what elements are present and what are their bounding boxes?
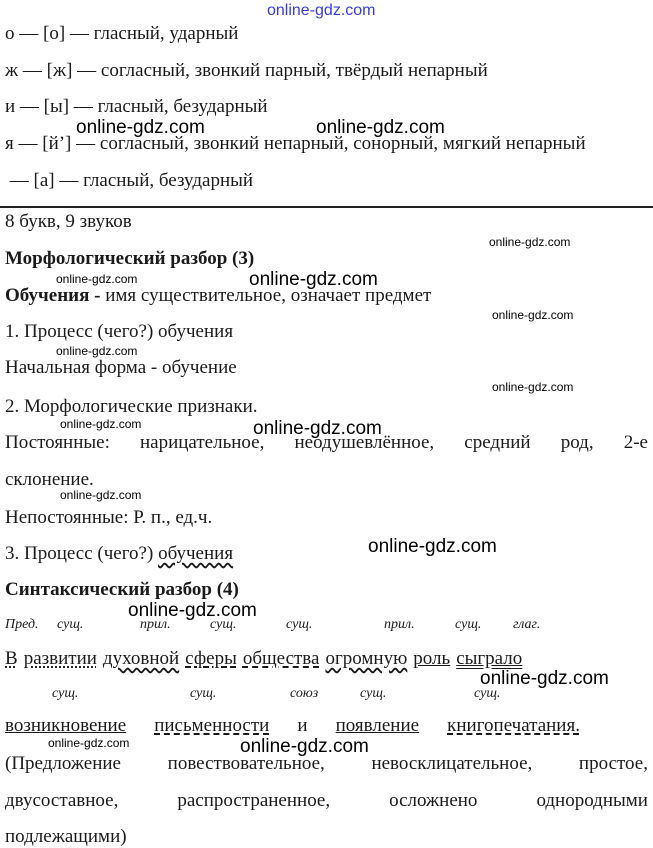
morph-line-6-word: обучения — [158, 543, 234, 564]
morph-word-desc: имя существительное, означает предмет — [100, 285, 432, 306]
watermark: online-gdz.com — [56, 272, 138, 286]
synt-heading: Синтаксический разбор (4) — [5, 579, 239, 600]
watermark: online-gdz.com — [492, 308, 574, 322]
pos-label: сущ. — [52, 686, 79, 701]
watermark: online-gdz.com — [48, 736, 130, 750]
conclusion-line-3: подлежащими) — [5, 826, 127, 847]
morph-line-3: 2. Морфологические признаки. — [5, 396, 258, 417]
watermark: online-gdz.com — [368, 536, 497, 557]
pos-label: сущ. — [360, 686, 387, 701]
sentence-line-1: В развитии духовной сферы общества огромную роль сыграло — [5, 648, 523, 669]
pos-label: союз — [290, 686, 319, 701]
morph-heading: Морфологический разбор (3) — [5, 248, 255, 269]
phonetic-line: ж — [ж] — согласный, звонкий парный, твёрдый непарный — [5, 60, 488, 81]
watermark: online-gdz.com — [60, 417, 142, 431]
phonetic-line: о — [о] — гласный, ударный — [5, 23, 239, 44]
watermark: online-gdz.com — [267, 2, 376, 19]
watermark: online-gdz.com — [492, 380, 574, 394]
watermark: online-gdz.com — [76, 117, 205, 138]
divider — [0, 206, 653, 208]
watermark: online-gdz.com — [316, 117, 445, 138]
watermark: online-gdz.com — [240, 736, 369, 757]
morph-line-2: Начальная форма - обучение — [5, 357, 237, 378]
pos-label: сущ. — [455, 617, 482, 632]
pos-label: глаг. — [513, 617, 541, 632]
morph-permanent-end: склонение. — [5, 469, 94, 490]
sentence-line-2: возникновение письменности и появление книгопечатания. — [5, 715, 580, 736]
pos-label: сущ. — [190, 686, 217, 701]
pos-label: прил. — [140, 617, 171, 632]
phonetic-line: и — [ы] — гласный, безударный — [5, 96, 268, 117]
morph-line-1: 1. Процесс (чего?) обучения — [5, 321, 234, 342]
watermark: online-gdz.com — [253, 418, 382, 439]
pos-label: сущ. — [286, 617, 313, 632]
pos-label: сущ. — [210, 617, 237, 632]
morph-word-line — [5, 285, 431, 307]
conclusion-line-2: двусоставное, распространенное, осложнено однородными — [5, 790, 648, 811]
pos-label: сущ. — [57, 617, 84, 632]
pos-label: сущ. — [474, 686, 501, 701]
morph-nonpermanent: Непостоянные: Р. п., ед.ч. — [5, 507, 213, 528]
morph-permanent: Постоянные: нарицательное, неодушевлённое, средний род, 2-е — [5, 432, 648, 453]
watermark: online-gdz.com — [128, 600, 257, 621]
watermark: online-gdz.com — [249, 269, 378, 290]
watermark: online-gdz.com — [489, 235, 571, 249]
watermark: online-gdz.com — [56, 344, 138, 358]
pos-label: Пред. — [5, 617, 39, 632]
watermark: online-gdz.com — [60, 488, 142, 502]
summary: 8 букв, 9 звуков — [5, 211, 132, 232]
morph-line-6: 3. Процесс (чего?) обучения — [5, 543, 234, 564]
watermark: online-gdz.com — [480, 668, 609, 689]
morph-word: Обучения - — [5, 285, 101, 306]
conclusion-line-1: (Предложение повествовательное, невосклицательное, простое, — [5, 753, 648, 774]
phonetic-line: — [а] — гласный, безударный — [5, 170, 254, 191]
phonetic-line: я — [й’] — согласный, звонкий непарный, сонорный, мягкий непарный — [5, 133, 586, 154]
pos-label: прил. — [384, 617, 415, 632]
